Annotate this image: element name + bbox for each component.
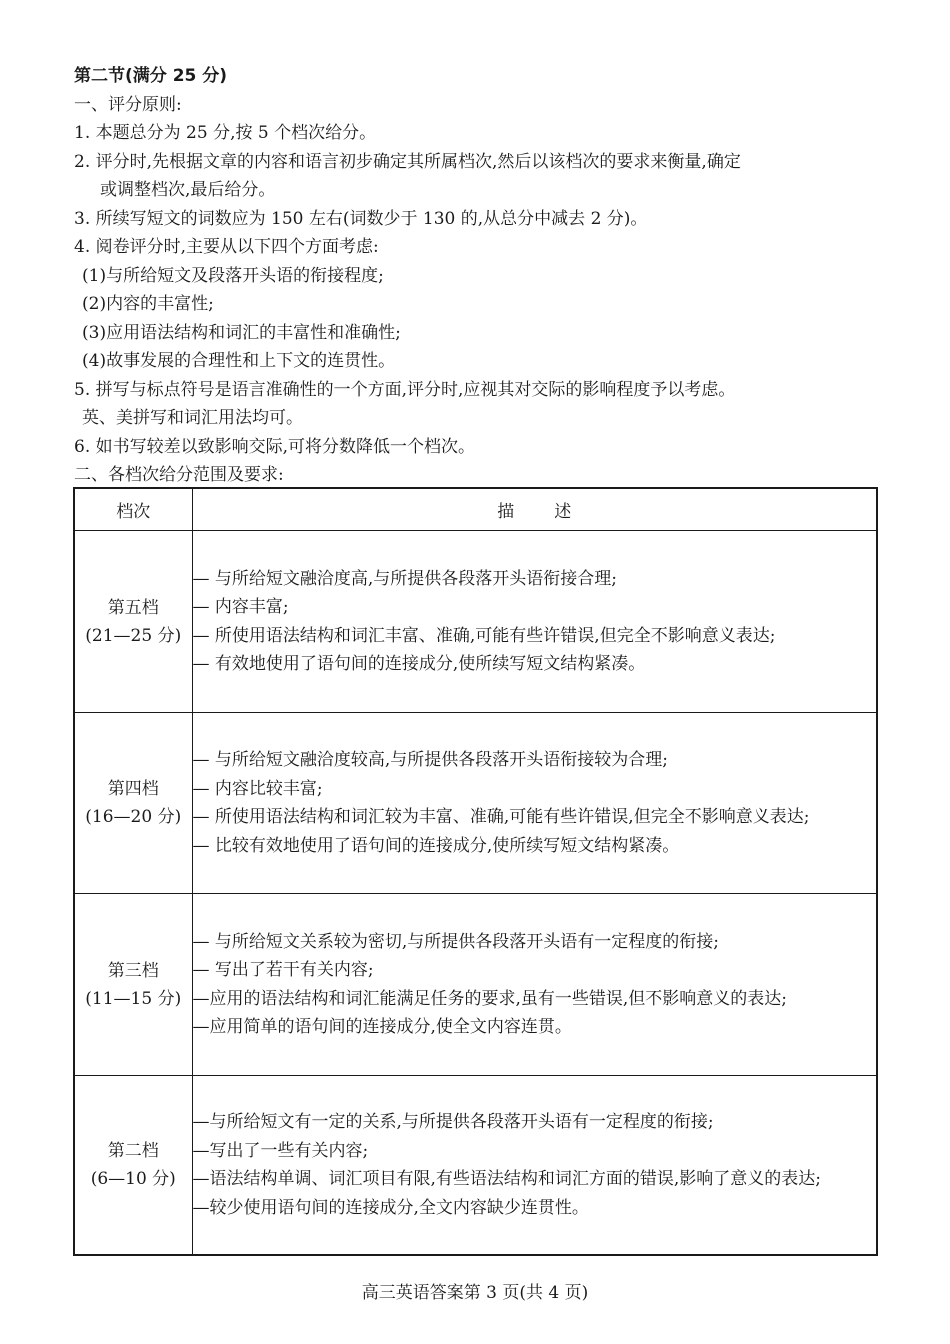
description-line: — 所使用语法结构和词汇丰富、准确,可能有些许错误,但完全不影响意义表达; [192, 625, 776, 646]
description-line: —语法结构单调、词汇项目有限,有些语法结构和词汇方面的错误,影响了意义的表达; [192, 1169, 822, 1189]
description-line: —较少使用语句间的连接成分,全文内容缺少连贯性。 [192, 1197, 589, 1218]
page-footer: 高三英语答案第 3 页(共 4 页) [361, 1283, 589, 1303]
description-line: — 与所给短文融洽度高,与所提供各段落开头语衔接合理; [192, 568, 618, 589]
level-cell [74, 713, 192, 894]
description-line: — 内容比较丰富; [192, 778, 323, 799]
ranges-heading: 二、各档次给分范围及要求: [74, 465, 284, 485]
description-line: — 有效地使用了语句间的连接成分,使所续写短文结构紧凑。 [192, 654, 646, 674]
grading-table [73, 487, 878, 1256]
description-line: —应用的语法结构和词汇能满足任务的要求,虽有一些错误,但不影响意义的表达; [192, 988, 788, 1009]
description-line: —写出了一些有关内容; [192, 1140, 369, 1161]
description-line: —应用简单的语句间的连接成分,使全文内容连贯。 [192, 1017, 572, 1037]
level-name: 第四档 [107, 779, 159, 799]
principle-item: 6. 如书写较差以致影响交际,可将分数降低一个档次。 [74, 436, 476, 457]
table-row [74, 894, 877, 1076]
consideration-item: (3)应用语法结构和词汇的丰富性和准确性; [82, 322, 401, 343]
level-range: (11—15 分) [85, 988, 182, 1009]
principle-item-continued: 英、美拼写和词汇用法均可。 [82, 408, 303, 428]
level-range: (21—25 分) [85, 625, 182, 646]
level-cell [74, 531, 192, 713]
description-line: —与所给短文有一定的关系,与所提供各段落开头语有一定程度的衔接; [192, 1112, 714, 1132]
consideration-item: (1)与所给短文及段落开头语的衔接程度; [82, 265, 384, 286]
consideration-item: (2)内容的丰富性; [82, 294, 214, 314]
level-cell [74, 1076, 192, 1256]
level-cell [74, 894, 192, 1076]
principle-item: 5. 拼写与标点符号是语言准确性的一个方面,评分时,应视其对交际的影响程度予以考虑。 [74, 379, 736, 400]
level-name: 第二档 [107, 1141, 159, 1161]
description-line: — 所使用语法结构和词汇较为丰富、准确,可能有些许错误,但完全不影响意义表达; [192, 807, 810, 827]
table-row [74, 1076, 877, 1256]
section-title: 第二节(满分 25 分) [74, 66, 228, 86]
header-level: 档次 [74, 488, 192, 531]
level-range: (6—10 分) [90, 1169, 176, 1189]
consideration-item: (4)故事发展的合理性和上下文的连贯性。 [82, 351, 396, 371]
principle-item: 3. 所续写短文的词数应为 150 左右(词数少于 130 的,从总分中减去 2 分)。 [74, 208, 648, 229]
description-cell [192, 894, 877, 1076]
description-cell [192, 1076, 877, 1256]
description-line: — 内容丰富; [192, 597, 289, 617]
header-description [192, 488, 877, 531]
principle-item: 4. 阅卷评分时,主要从以下四个方面考虑: [74, 237, 379, 257]
table-row [74, 713, 877, 894]
principle-item: 2. 评分时,先根据文章的内容和语言初步确定其所属档次,然后以该档次的要求来衡量,确定 [74, 151, 741, 172]
description-line: — 比较有效地使用了语句间的连接成分,使所续写短文结构紧凑。 [192, 835, 680, 856]
table-header-row [74, 488, 877, 531]
table-row [74, 531, 877, 713]
level-name: 第三档 [107, 960, 159, 981]
header-description-text: 描述 [497, 502, 612, 522]
description-line: — 与所给短文融洽度较高,与所提供各段落开头语衔接较为合理; [192, 750, 669, 770]
level-name: 第五档 [107, 597, 159, 618]
level-range: (16—20 分) [85, 807, 182, 827]
description-line: — 写出了若干有关内容; [192, 960, 374, 980]
description-line: — 与所给短文关系较为密切,与所提供各段落开头语有一定程度的衔接; [192, 931, 720, 952]
description-cell [192, 531, 877, 713]
scoring-section [74, 62, 879, 490]
description-cell [192, 713, 877, 894]
principles-heading: 一、评分原则: [74, 94, 182, 115]
principle-item: 1. 本题总分为 25 分,按 5 个档次给分。 [74, 123, 377, 143]
principle-item-continued: 或调整档次,最后给分。 [100, 180, 276, 200]
